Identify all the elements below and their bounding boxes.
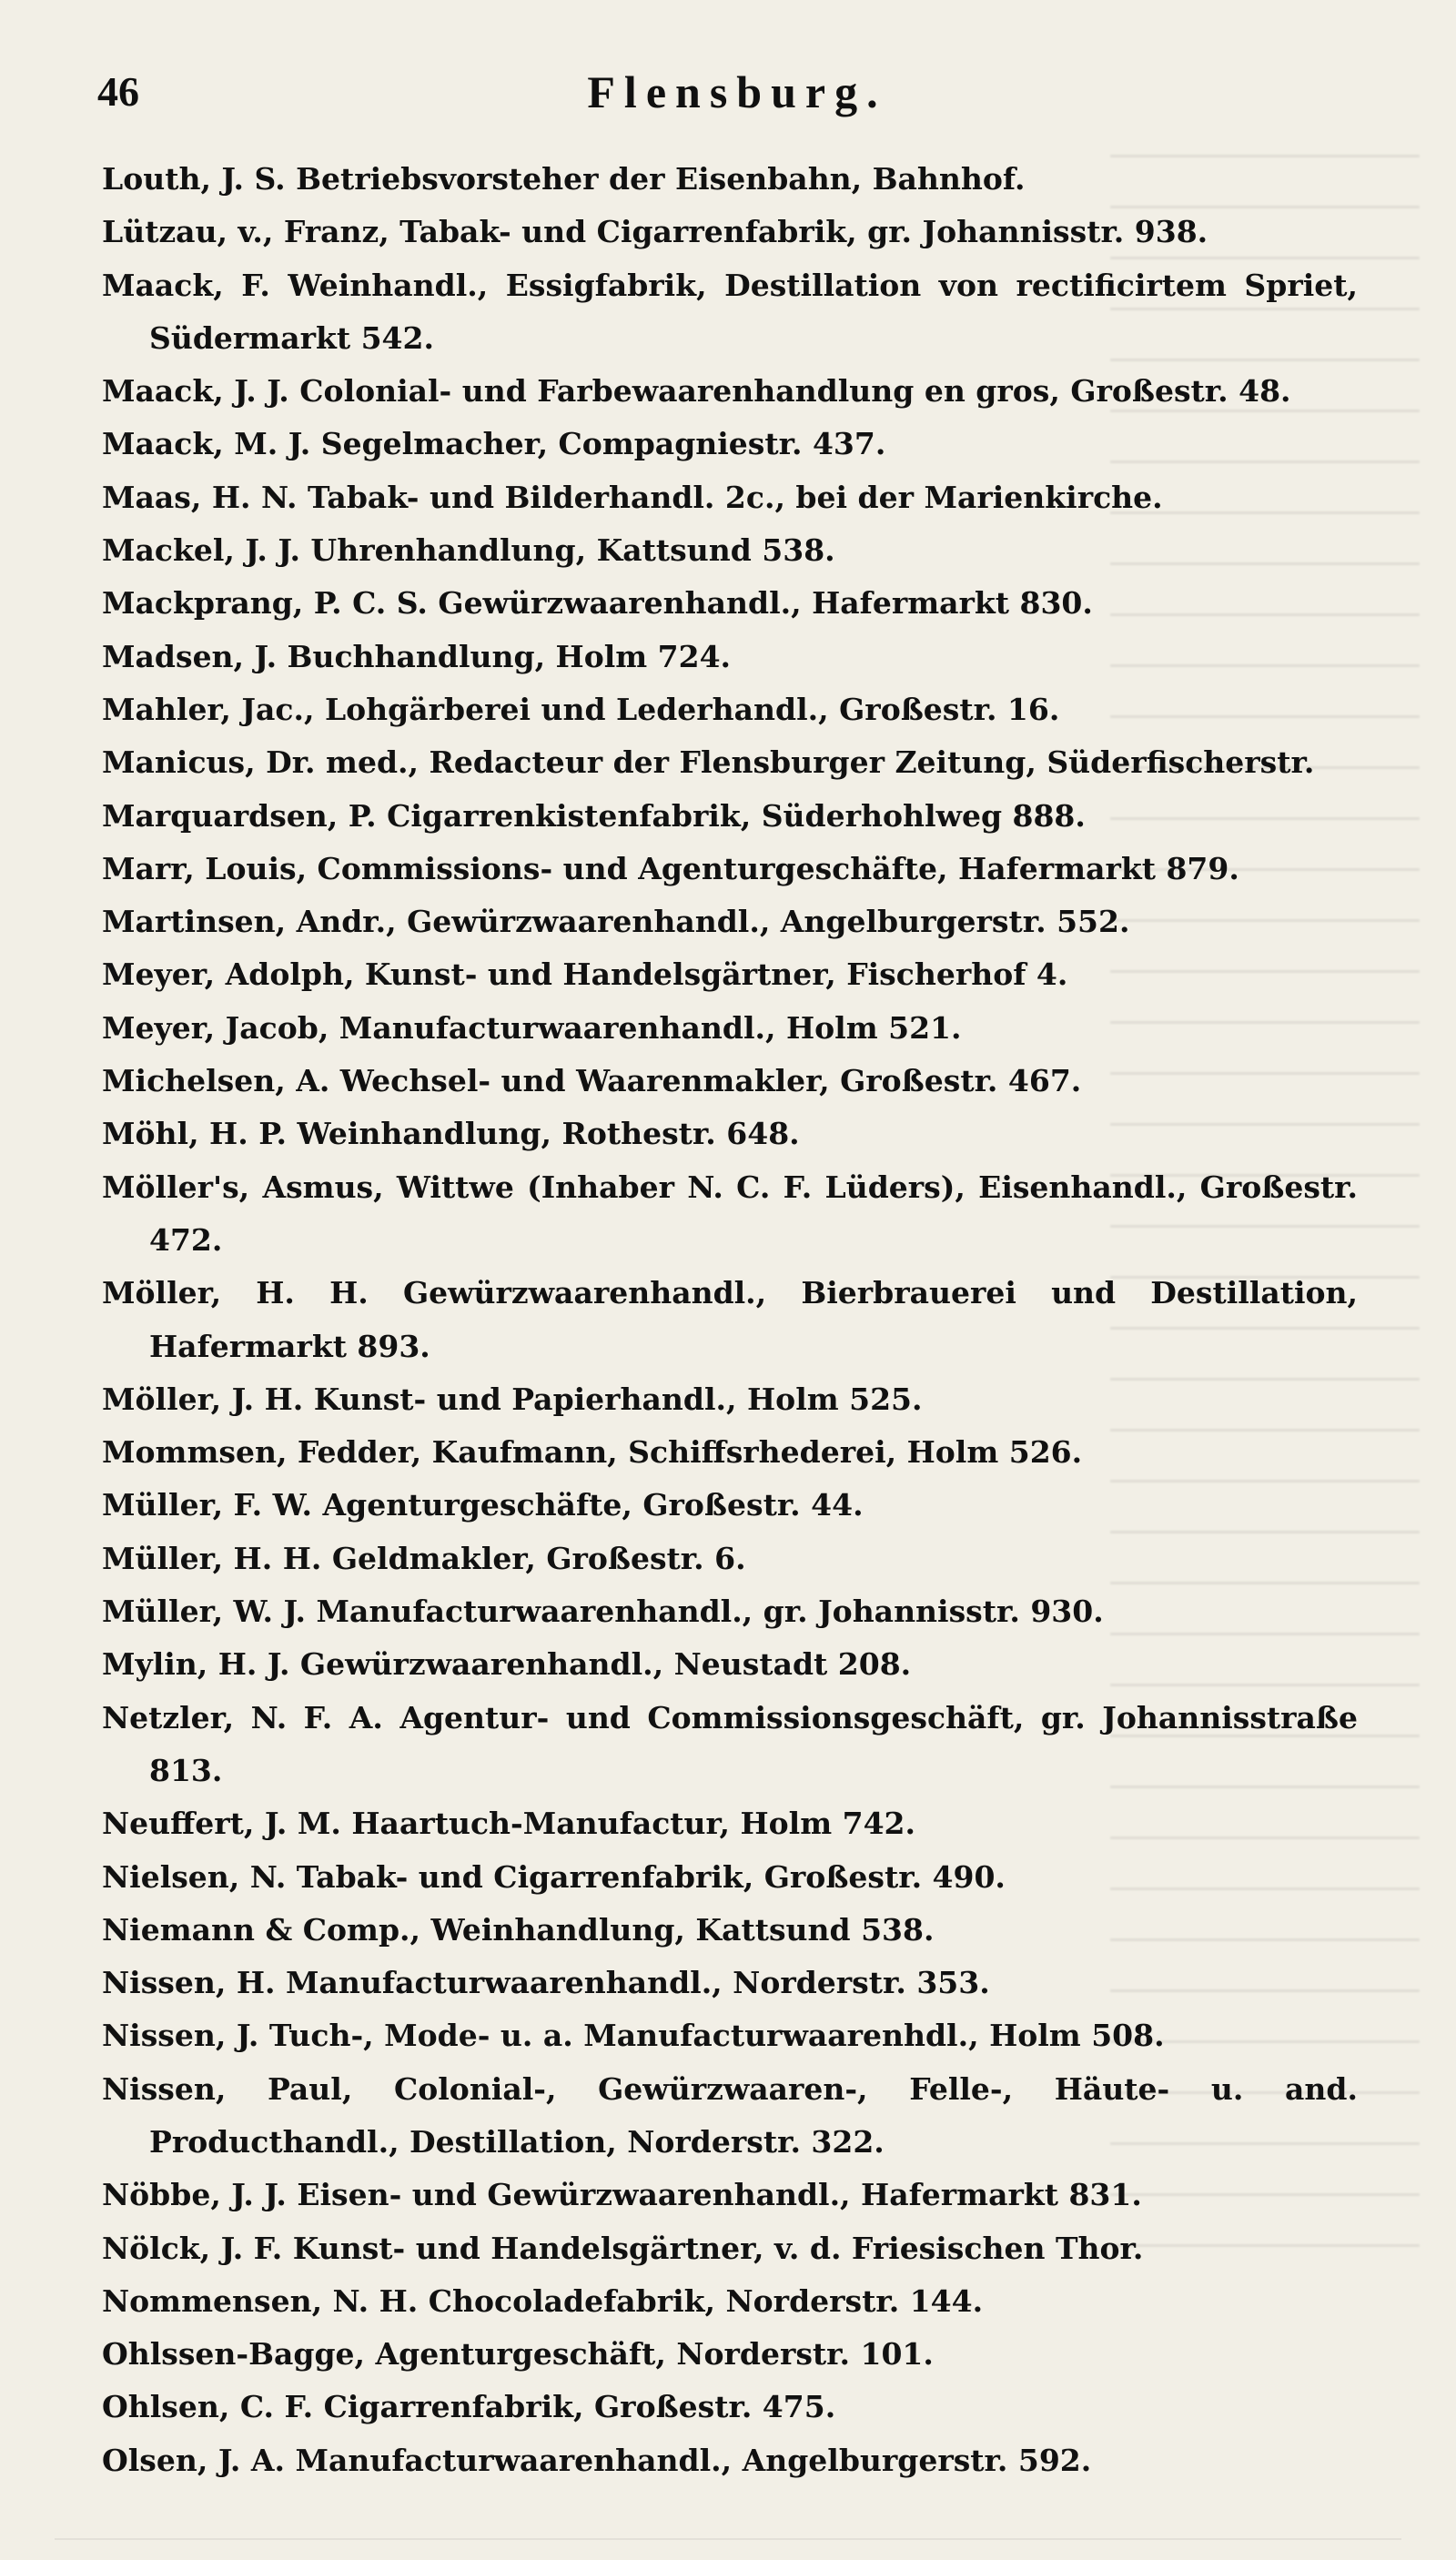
directory-entry: Mylin, H. J. Gewürzwaarenhandl., Neustadt 208.: [102, 1646, 912, 1683]
directory-entry: Nissen, H. Manufacturwaarenhandl., Norderstr. 353.: [102, 1965, 990, 2001]
directory-entry: Mommsen, Fedder, Kaufmann, Schiffsrhederei, Holm 526.: [102, 1434, 1083, 1471]
directory-entry: Niemann & Comp., Weinhandlung, Kattsund 538.: [102, 1911, 935, 1948]
directory-entry: Madsen, J. Buchhandlung, Holm 724.: [102, 638, 732, 674]
directory-entry: Müller, F. W. Agenturgeschäfte, Großestr. 44.: [102, 1487, 864, 1523]
page-edge: [55, 2538, 1401, 2540]
directory-entry: Maack, J. J. Colonial- und Farbewaarenhandlung en gros, Großestr. 48.: [102, 373, 1291, 410]
directory-entry: Marquardsen, P. Cigarrenkistenfabrik, Süderhohlweg 888.: [102, 797, 1086, 834]
directory-entry: Olsen, J. A. Manufacturwaarenhandl., Angelburgerstr. 592.: [102, 2442, 1092, 2478]
directory-entry: Nölck, J. F. Kunst- und Handelsgärtner, v. d. Friesischen Thor.: [102, 2230, 1144, 2266]
directory-entry: Mackprang, P. C. S. Gewürzwaarenhandl., Hafermarkt 830.: [102, 585, 1093, 622]
directory-entry: Nommensen, N. H. Chocoladefabrik, Norderstr. 144.: [102, 2282, 984, 2319]
page-header: [86, 64, 1388, 127]
directory-entry: Meyer, Jacob, Manufacturwaarenhandl., Holm 521.: [102, 1009, 962, 1046]
directory-entry: Netzler, N. F. A. Agentur- und Commissionsgeschäft, gr. Johannisstraße 813.: [102, 1699, 1358, 1788]
directory-entry: Manicus, Dr. med., Redacteur der Flensburger Zeitung, Süderfischerstr.: [102, 744, 1315, 781]
directory-entry: Möller's, Asmus, Wittwe (Inhaber N. C. F. Lüders), Eisenhandl., Großestr. 472.: [102, 1169, 1358, 1258]
directory-entries: [102, 153, 1358, 2487]
directory-entry: Möller, J. H. Kunst- und Papierhandl., Holm 525.: [102, 1381, 923, 1417]
directory-entry: Nissen, J. Tuch-, Mode- u. a. Manufacturwaarenhdl., Holm 508.: [102, 2018, 1165, 2054]
directory-entry: Ohlsen, C. F. Cigarrenfabrik, Großestr. 475.: [102, 2389, 836, 2425]
directory-entry: Lützau, v., Franz, Tabak- und Cigarrenfabrik, gr. Johannisstr. 938.: [102, 214, 1208, 250]
directory-entry: Mackel, J. J. Uhrenhandlung, Kattsund 538.: [102, 532, 835, 569]
directory-entry: Louth, J. S. Betriebsvorsteher der Eisenbahn, Bahnhof.: [102, 161, 1026, 197]
directory-entry: Müller, H. H. Geldmakler, Großestr. 6.: [102, 1540, 746, 1576]
directory-entry: Möhl, H. P. Weinhandlung, Rothestr. 648.: [102, 1116, 800, 1152]
directory-entry: Maas, H. N. Tabak- und Bilderhandl. 2c., bei der Marienkirche.: [102, 479, 1163, 515]
directory-entry: Möller, H. H. Gewürzwaarenhandl., Bierbrauerei und Destillation, Hafermarkt 893.: [102, 1275, 1358, 1364]
directory-entry: Müller, W. J. Manufacturwaarenhandl., gr. Johannisstr. 930.: [102, 1594, 1104, 1630]
directory-entry: Nissen, Paul, Colonial-, Gewürzwaaren-, Felle-, Häute- u. and. Producthandl., Destillation, Norderstr. 322.: [102, 2070, 1358, 2160]
directory-entry: Maack, F. Weinhandl., Essigfabrik, Destillation von rectificirtem Spriet, Südermarkt 542.: [102, 267, 1358, 356]
directory-entry: Nielsen, N. Tabak- und Cigarrenfabrik, Großestr. 490.: [102, 1858, 1006, 1895]
directory-entry: Nöbbe, J. J. Eisen- und Gewürzwaarenhandl., Hafermarkt 831.: [102, 2177, 1142, 2213]
directory-entry: Ohlssen-Bagge, Agenturgeschäft, Norderstr. 101.: [102, 2336, 934, 2373]
directory-entry: Meyer, Adolph, Kunst- und Handelsgärtner, Fischerhof 4.: [102, 956, 1068, 993]
directory-entry: Mahler, Jac., Lohgärberei und Lederhandl., Großestr. 16.: [102, 691, 1060, 727]
directory-entry: Marr, Louis, Commissions- und Agenturgeschäfte, Hafermarkt 879.: [102, 850, 1239, 886]
page-number: 46: [97, 68, 139, 115]
directory-entry: Neuffert, J. M. Haartuch-Manufactur, Holm 742.: [102, 1806, 915, 1842]
running-title: Flensburg.: [587, 66, 887, 117]
directory-entry: Michelsen, A. Wechsel- und Waarenmakler, Großestr. 467.: [102, 1063, 1082, 1099]
directory-entry: Martinsen, Andr., Gewürzwaarenhandl., Angelburgerstr. 552.: [102, 904, 1130, 940]
directory-entry: Maack, M. J. Segelmacher, Compagniestr. 437.: [102, 426, 886, 462]
